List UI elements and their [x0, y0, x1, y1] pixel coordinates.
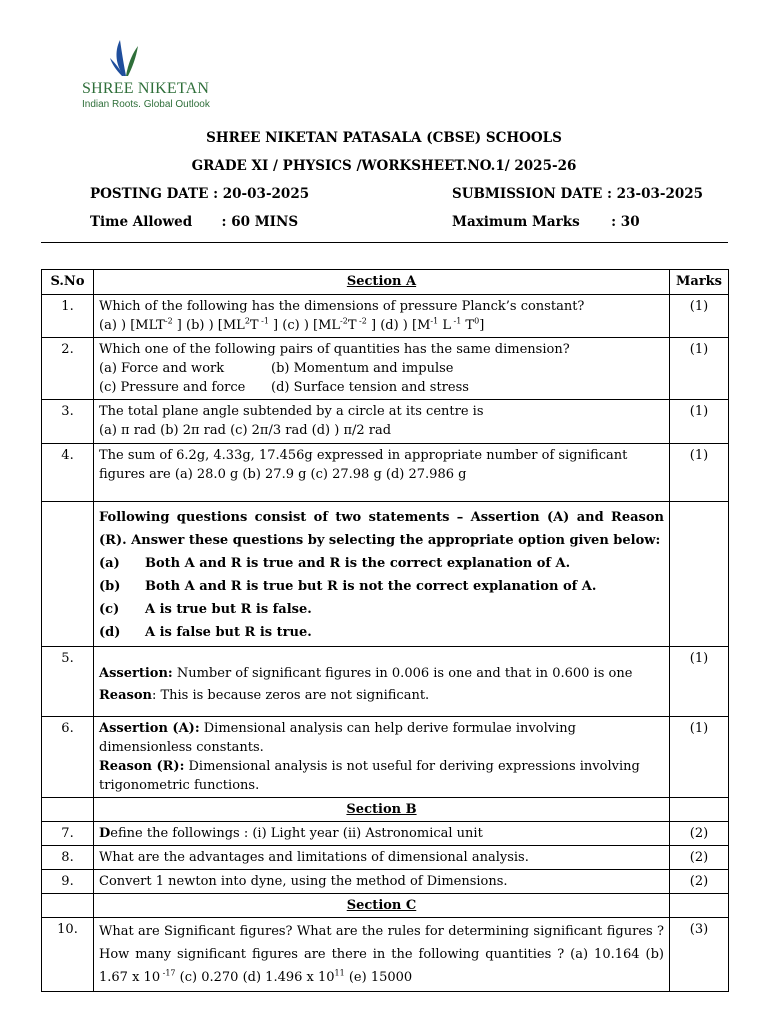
submission-date-value: : 23-03-2025	[607, 186, 704, 202]
option-d: (d) A is false but R is true.	[99, 625, 312, 640]
question-options: (c) Pressure and force (d) Surface tension and stress	[99, 380, 469, 395]
section-row	[42, 798, 729, 822]
reason: Reason (R): Dimensional analysis is not useful for deriving expressions involving trigonometric functions.	[99, 759, 640, 793]
question-text	[94, 717, 670, 798]
question-marks: (2)	[670, 846, 729, 870]
posting-date-value: : 20-03-2025	[213, 186, 310, 202]
question-text: Define the followings : (i) Light year (ii) Astronomical unit	[94, 822, 670, 846]
col-sno: S.No	[42, 270, 94, 295]
question-marks: (1)	[670, 647, 729, 717]
question-marks: (3)	[670, 918, 729, 992]
table-row	[42, 918, 729, 992]
question-number: 10.	[42, 918, 94, 992]
maximum-marks	[452, 214, 640, 230]
leaf-logo-icon	[110, 38, 140, 78]
logo-tagline: Indian Roots. Global Outlook	[82, 99, 210, 110]
question-marks: (2)	[670, 822, 729, 846]
question-number: 6.	[42, 717, 94, 798]
section-row	[42, 894, 729, 918]
question-stem: Which one of the following pairs of quantities has the same dimension?	[99, 342, 570, 357]
reason: Reason: This is because zeros are not significant.	[99, 688, 430, 703]
question-marks: (1)	[670, 717, 729, 798]
question-number: 7.	[42, 822, 94, 846]
option-a: (a) Both A and R is true and R is the correct explanation of A.	[99, 556, 571, 571]
worksheet-title: GRADE XI / PHYSICS /WORKSHEET.NO.1/ 2025-26	[191, 158, 577, 174]
table-row	[42, 717, 729, 798]
question-marks: (1)	[670, 338, 729, 400]
question-table	[41, 269, 729, 992]
question-number: 2.	[42, 338, 94, 400]
question-text	[94, 338, 670, 400]
section-b-title: Section B	[94, 798, 670, 822]
assertion-reason-intro: Following questions consist of two statements – Assertion (A) and Reason (R). Answer these questions by selecting the appropriate option given below:	[99, 510, 664, 548]
question-options: (a) Force and work (b) Momentum and impulse	[99, 361, 454, 376]
table-row	[42, 444, 729, 502]
maximum-marks-value: : 30	[611, 214, 640, 230]
question-number: 3.	[42, 400, 94, 444]
assertion: Assertion: Number of significant figures in 0.006 is one and that in 0.600 is one	[99, 666, 633, 681]
col-marks: Marks	[670, 270, 729, 295]
table-row	[42, 822, 729, 846]
logo-name: SHREE NIKETAN	[82, 80, 210, 97]
table-row	[42, 870, 729, 894]
question-text: The sum of 6.2g, 4.33g, 17.456g expressed in appropriate number of significant figures are (a) 28.0 g (b) 27.9 g (c) 27.98 g (d) 27.986 g	[94, 444, 670, 502]
option-b: (b) Both A and R is true but R is not the correct explanation of A.	[99, 579, 597, 594]
question-number: 5.	[42, 647, 94, 717]
question-marks: (2)	[670, 870, 729, 894]
question-stem: The total plane angle subtended by a circle at its centre is	[99, 404, 484, 419]
question-text: Convert 1 newton into dyne, using the method of Dimensions.	[94, 870, 670, 894]
question-text	[94, 400, 670, 444]
table-row	[42, 400, 729, 444]
table-row	[42, 647, 729, 717]
question-marks: (1)	[670, 444, 729, 502]
question-number: 8.	[42, 846, 94, 870]
question-text	[94, 647, 670, 717]
question-options: (a) ) [$MLT^{-2}$ ] (b) ) [$ML^2T$ $^{-1}$ ] (c) ) [$ML^{-2}T$ $^{-2}$ ] (d) ) [$M^{-1}$ L $^{-1}$ $T^0$]	[99, 316, 485, 333]
question-options: (a) π rad (b) 2π rad (c) 2π/3 rad (d) ) π/2 rad	[99, 423, 392, 438]
posting-date-label: POSTING DATE	[90, 186, 209, 202]
header-divider	[41, 242, 728, 243]
time-allowed-value: : 60 MINS	[221, 214, 299, 230]
section-c-title: Section C	[94, 894, 670, 918]
submission-date-label: SUBMISSION DATE	[452, 186, 603, 202]
table-header-row	[42, 270, 729, 295]
question-number: 1.	[42, 295, 94, 338]
assertion: Assertion (A): Dimensional analysis can help derive formulae involving dimensionless constants.	[99, 721, 576, 755]
posting-date	[90, 186, 309, 202]
time-allowed-label: Time Allowed	[90, 214, 193, 230]
table-row	[42, 338, 729, 400]
school-logo	[80, 38, 210, 114]
col-section-a: Section A	[94, 270, 670, 295]
question-text	[94, 295, 670, 338]
assertion-reason-instructions	[94, 502, 670, 647]
question-marks: (1)	[670, 400, 729, 444]
table-row	[42, 502, 729, 647]
school-title: SHREE NIKETAN PATASALA (CBSE) SCHOOLS	[206, 130, 562, 146]
maximum-marks-label: Maximum Marks	[452, 214, 580, 230]
submission-date	[452, 186, 703, 202]
table-row	[42, 846, 729, 870]
question-stem: Which of the following has the dimensions of pressure Planck’s constant?	[99, 299, 585, 314]
question-number: 4.	[42, 444, 94, 502]
time-allowed	[90, 214, 298, 230]
question-number: 9.	[42, 870, 94, 894]
question-marks: (1)	[670, 295, 729, 338]
option-c: (c) A is true but R is false.	[99, 602, 312, 617]
question-text: What are the advantages and limitations of dimensional analysis.	[94, 846, 670, 870]
question-text: What are Significant figures? What are the rules for determining significant figures ? How many significant figures are there in the following quantities ? (a) 10.164 (b) 1.67 x 10 $^{-17}$ (c) 0.270 (d) 1.496 x $10^{11}$ (e) 15000	[94, 918, 670, 992]
table-row	[42, 295, 729, 338]
